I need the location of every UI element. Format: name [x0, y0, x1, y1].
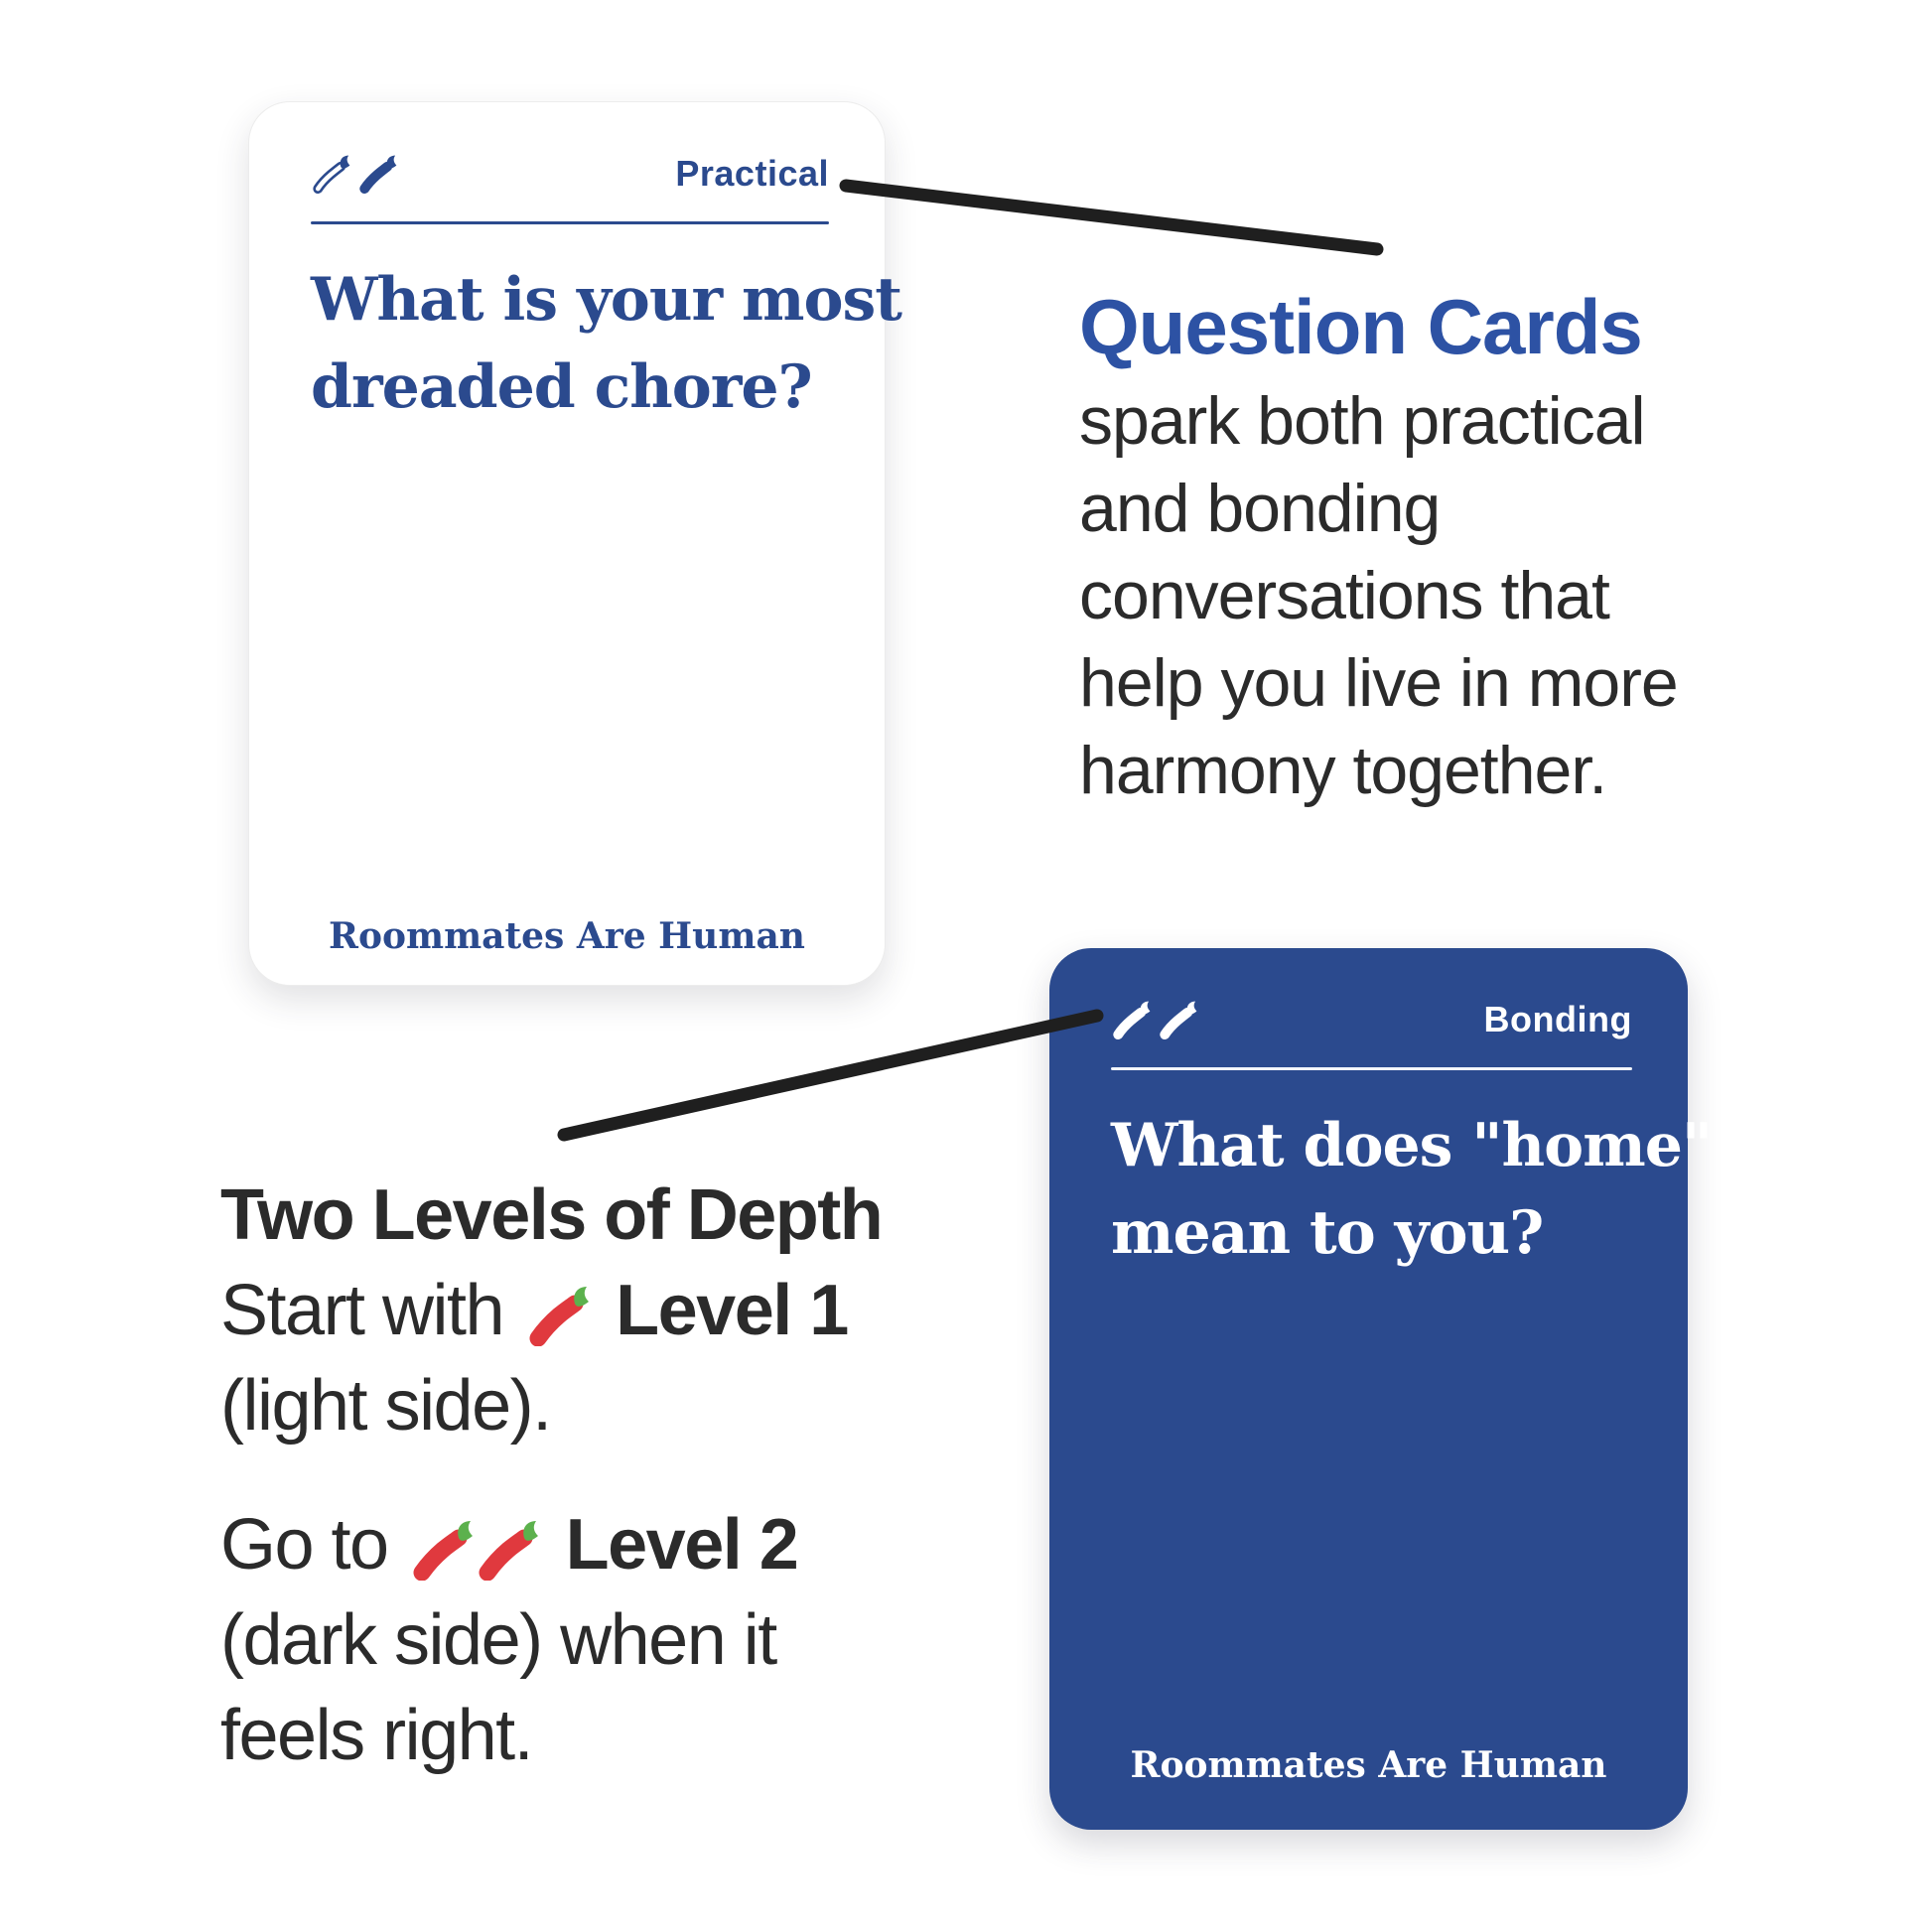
- level1-line: [220, 1263, 882, 1358]
- level1-line2: (light side).: [220, 1366, 551, 1446]
- description-line: conversations that: [1079, 558, 1609, 633]
- card-brand-footer: Roommates Are Human: [329, 915, 805, 957]
- level2-pre-text: Go to: [220, 1505, 388, 1585]
- spice-level-icons: [311, 148, 399, 200]
- two-levels-heading: Two Levels of Depth: [220, 1175, 883, 1255]
- question-cards-description: [1079, 377, 1678, 814]
- chili-filled-icon: [357, 148, 399, 200]
- description-line: harmony together.: [1079, 733, 1607, 808]
- connector-line-bonding: [564, 1016, 1097, 1135]
- level2-line3: feels right.: [220, 1696, 533, 1775]
- card-divider: [311, 221, 829, 224]
- level1-pre-text: Start with: [220, 1271, 504, 1350]
- card-question: [311, 256, 901, 431]
- card-header: [311, 148, 829, 200]
- question-line: mean to you?: [1111, 1198, 1544, 1268]
- card-header: [1111, 994, 1632, 1045]
- card-category-label: Bonding: [1483, 999, 1632, 1039]
- description-line: spark both practical: [1079, 383, 1645, 459]
- card-divider: [1111, 1067, 1632, 1070]
- red-chili-emoji-icon: [478, 1517, 541, 1581]
- level2-line: [220, 1497, 882, 1592]
- question-line: What does "home": [1111, 1111, 1713, 1180]
- card-question: [1111, 1102, 1713, 1277]
- question-line: What is your most: [311, 265, 901, 335]
- bonding-question-card: [1049, 948, 1713, 1830]
- chili-filled-white-icon: [1111, 994, 1153, 1045]
- level2-bold-text: Level 2: [565, 1505, 798, 1585]
- description-line: help you live in more: [1079, 645, 1678, 721]
- spice-level-icons: [1111, 994, 1199, 1045]
- question-cards-heading: Question Cards: [1079, 283, 1642, 370]
- level2-line2: (dark side) when it: [220, 1600, 776, 1680]
- description-line: and bonding: [1079, 471, 1441, 546]
- red-chili-emoji-icon: [412, 1517, 476, 1581]
- connector-line-practical: [846, 186, 1377, 249]
- two-levels-annotation: [220, 1168, 882, 1783]
- practical-question-card: [248, 101, 901, 986]
- question-line: dreaded chore?: [311, 352, 812, 422]
- chili-filled-white-icon: [1158, 994, 1199, 1045]
- card-brand-footer: Roommates Are Human: [1130, 1744, 1607, 1786]
- red-chili-emoji-icon: [528, 1283, 592, 1346]
- level1-bold-text: Level 1: [616, 1271, 848, 1350]
- card-category-label: Practical: [675, 153, 829, 194]
- chili-outline-icon: [311, 148, 352, 200]
